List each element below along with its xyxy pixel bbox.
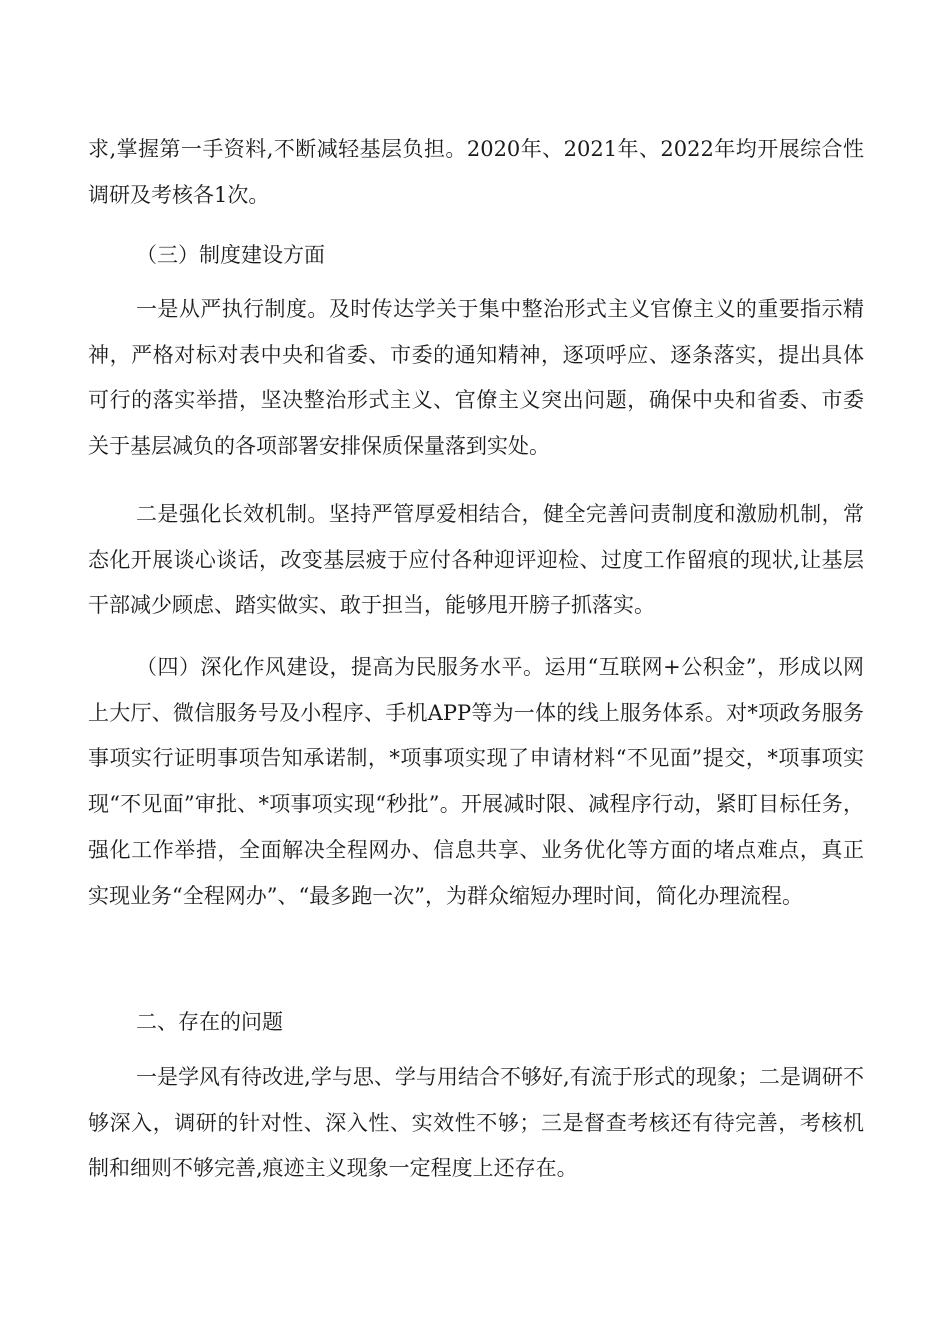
paragraph-strict-system: 一是从严执行制度。及时传达学关于集中整治形式主义官僚主义的重要指示精神，严格对标对表中央和省委、市委的通知精神，逐项呼应、逐条落实，提出具体可行的落实举措，坚决整治形式主义、官僚主义突出问题，确保中央和省委、市委关于基层减负的各项部署安排保质保量落到实处。 [88,297,864,459]
paragraph-long-term-mechanism: 二是强化长效机制。坚持严管厚爱相结合，健全完善问责制度和激励机制，常态化开展谈心谈话，改变基层疲于应付各种迎评迎检、过度工作留痕的现状,让基层干部减少顾虑、踏实做实、敢于担当，能够甩开膀子抓落实。 [88,502,864,618]
paragraph-continuation: 求,掌握第一手资料,不断减轻基层负担。2020年、2021年、2022年均开展综合性调研及考核各1次。 [88,137,864,207]
section-heading-work-style: （四）深化作风建设，提高为民服务水平。运用“互联网+公积金”，形成以网上大厅、微信服务号及小程序、手机APP等为一体的线上服务体系。对*项政务服务事项实行证明事项告知承诺制，*项事项实现了申请材料“不见面”提交，*项事项实现“不见面”审批、*项事项实现“秒批”。开展减时限、减程序行动，紧盯目标任务，强化工作举措，全面解决全程网办、信息共享、业务优化等方面的堵点难点，真正实现业务“全程网办”、“最多跑一次”，为群众缩短办理时间，简化办理流程。 [88,655,864,908]
paragraph-problems: 一是学风有待改进,学与思、学与用结合不够好,有流于形式的现象；二是调研不够深入，调研的针对性、深入性、实效性不够；三是督查考核还有待完善，考核机制和细则不够完善,痕迹主义现象一定程度上还存在。 [88,1065,864,1181]
section-heading-system-building: （三）制度建设方面 [136,243,325,267]
section-heading-problems: 二、存在的问题 [136,1010,283,1034]
